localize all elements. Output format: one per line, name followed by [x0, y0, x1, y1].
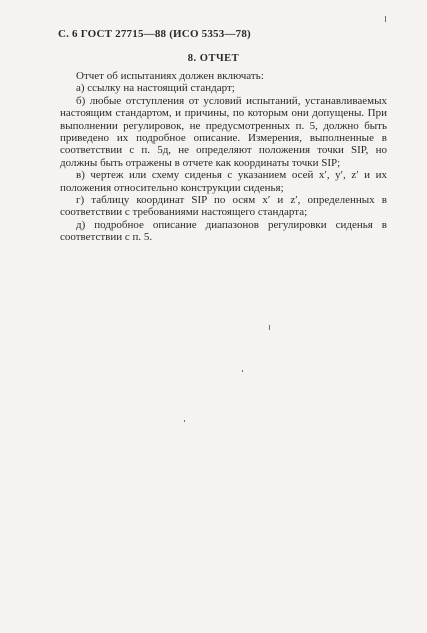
report-item-d: д) подробное описание диапазонов регулировки сиденья в соответствии с п. 5. — [60, 218, 387, 244]
report-intro: Отчет об испытаниях должен включать: — [76, 70, 264, 82]
report-item-b: б) любые отступления от условий испытаний, устанавливаемых настоящим стандартом, и причины, по которым они допущены. При выполнении регулировок, не предусмотренных п. 5, должно быть приведено их подробное описание. Измерения, выполненные в соответствии с п. 5д, не определяют положения точки SIP, но должны быть отражены в отчете как координаты точки SIP; — [60, 94, 387, 169]
report-item-v: в) чертеж или схему сиденья с указанием осей x′, y′, z′ и их положения относительно конструкции сиденья; — [60, 169, 387, 194]
report-item-a: а) ссылку на настоящий стандарт; — [76, 82, 235, 95]
report-item-g: г) таблицу координат SIP по осям x′ и z′, определенных в соответствии с требованиями настоящего стандарта; — [60, 194, 387, 219]
scan-speck — [242, 370, 243, 372]
scan-speck — [385, 16, 386, 22]
section-title: 8. ОТЧЕТ — [187, 53, 240, 64]
scan-speck — [184, 420, 185, 422]
report-body — [60, 70, 387, 244]
page-header: С. 6 ГОСТ 27715—88 (ИСО 5353—78) — [58, 28, 251, 40]
scan-speck — [269, 325, 270, 330]
